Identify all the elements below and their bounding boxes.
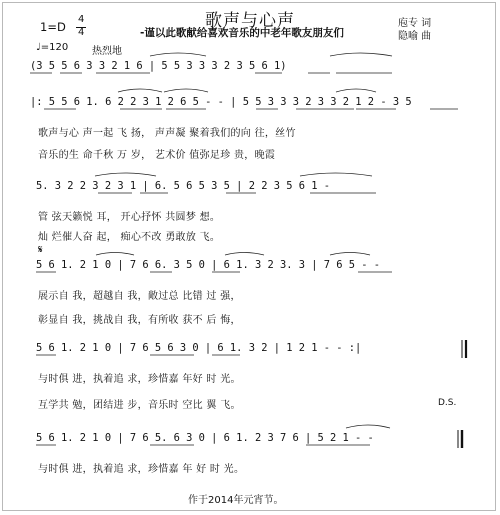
song-title: 歌声与心声 <box>205 11 295 31</box>
tie-mark <box>164 89 208 92</box>
tie-mark <box>346 425 390 428</box>
time-signature-top: 4 <box>78 14 85 25</box>
tie-mark <box>330 53 392 56</box>
expression-marking: 热烈地 <box>92 46 122 57</box>
notation-line-4: 5 6 1. 2 1 0 | 7 6 6. 3 5 0 | 6 1. 3 2 3. 3 | 7 6 5 - - <box>36 259 381 271</box>
song-subtitle: -谨以此歌献给喜欢音乐的中老年歌友朋友们 <box>140 27 344 39</box>
lyric-line-6a: 与时俱 进，执着追 求，珍惜嘉 年 好 时 光。 <box>38 464 245 475</box>
tie-mark <box>330 253 370 256</box>
lyric-line-5a: 与时俱 进，执着追 求，珍惜嘉 年好 时 光。 <box>38 374 241 385</box>
lyric-line-3b: 灿 烂催人奋 起， 痴心不改 勇敢放 飞。 <box>38 232 221 243</box>
tempo-marking: ♩=120 <box>36 42 69 53</box>
lyric-line-5b: 互学共 勉，团结进 步，音乐时 空比 翼 飞。 <box>38 400 241 411</box>
lyric-line-2b: 音乐的生 命千秋 万 岁， 艺术价 值弥足珍 贵，晚霞 <box>38 150 276 161</box>
composition-note: 作于2014年元宵节。 <box>188 495 284 506</box>
time-signature-bottom: 4 <box>78 27 85 38</box>
notation-line-2: |: 5 5 6 1. 6 2 2 3 1 2 6 5 - - | 5 5 3 3 3 2 3 3 2 1 2 - 3 5 <box>30 96 412 108</box>
tie-mark <box>150 53 206 56</box>
lyric-line-4b: 彰显自 我，挑战自 我，有所收 获不 后 悔， <box>38 315 241 326</box>
tie-mark <box>95 173 156 176</box>
notation-line-6: 5 6 1. 2 1 0 | 7 6 5. 6 3 0 | 6 1. 2 3 7 6 | 5 2 1 - - <box>36 432 374 444</box>
ds-marking: D.S. <box>438 398 457 408</box>
notation-line-3: 5. 3 2 2 3 2 3 1 | 6. 5 6 5 3 5 | 2 2 3 5 6 1 - <box>36 180 331 192</box>
lyric-line-3a: 管 弦天籁悦 耳， 开心抒怀 共圆梦 想。 <box>38 212 221 223</box>
tie-mark <box>96 253 134 256</box>
tie-mark <box>225 253 264 256</box>
lyric-line-2a: 歌声与心 声一起 飞 扬， 声声凝 聚着我们的向 往，丝竹 <box>38 128 296 139</box>
tie-mark <box>336 89 376 92</box>
tie-mark <box>118 89 162 92</box>
lyricist-credit: 庖专 词 <box>398 18 432 29</box>
composer-credit: 隐喻 曲 <box>398 31 432 42</box>
tie-mark <box>300 173 372 176</box>
notation-line-1: (3 5 5 6 3 3 2 1 6 | 5 5 3 3 3 2 3 5 6 1) <box>30 60 287 72</box>
key-signature: 1=D <box>40 20 66 34</box>
segno-sign: 𝄋 <box>38 243 43 256</box>
notation-line-5: 5 6 1. 2 1 0 | 7 6 5 6 3 0 | 6 1. 3 2 | 1 2 1 - - :| <box>36 342 362 354</box>
lyric-line-4a: 展示自 我，超越自 我，敞过总 比错 过 强， <box>38 291 241 302</box>
